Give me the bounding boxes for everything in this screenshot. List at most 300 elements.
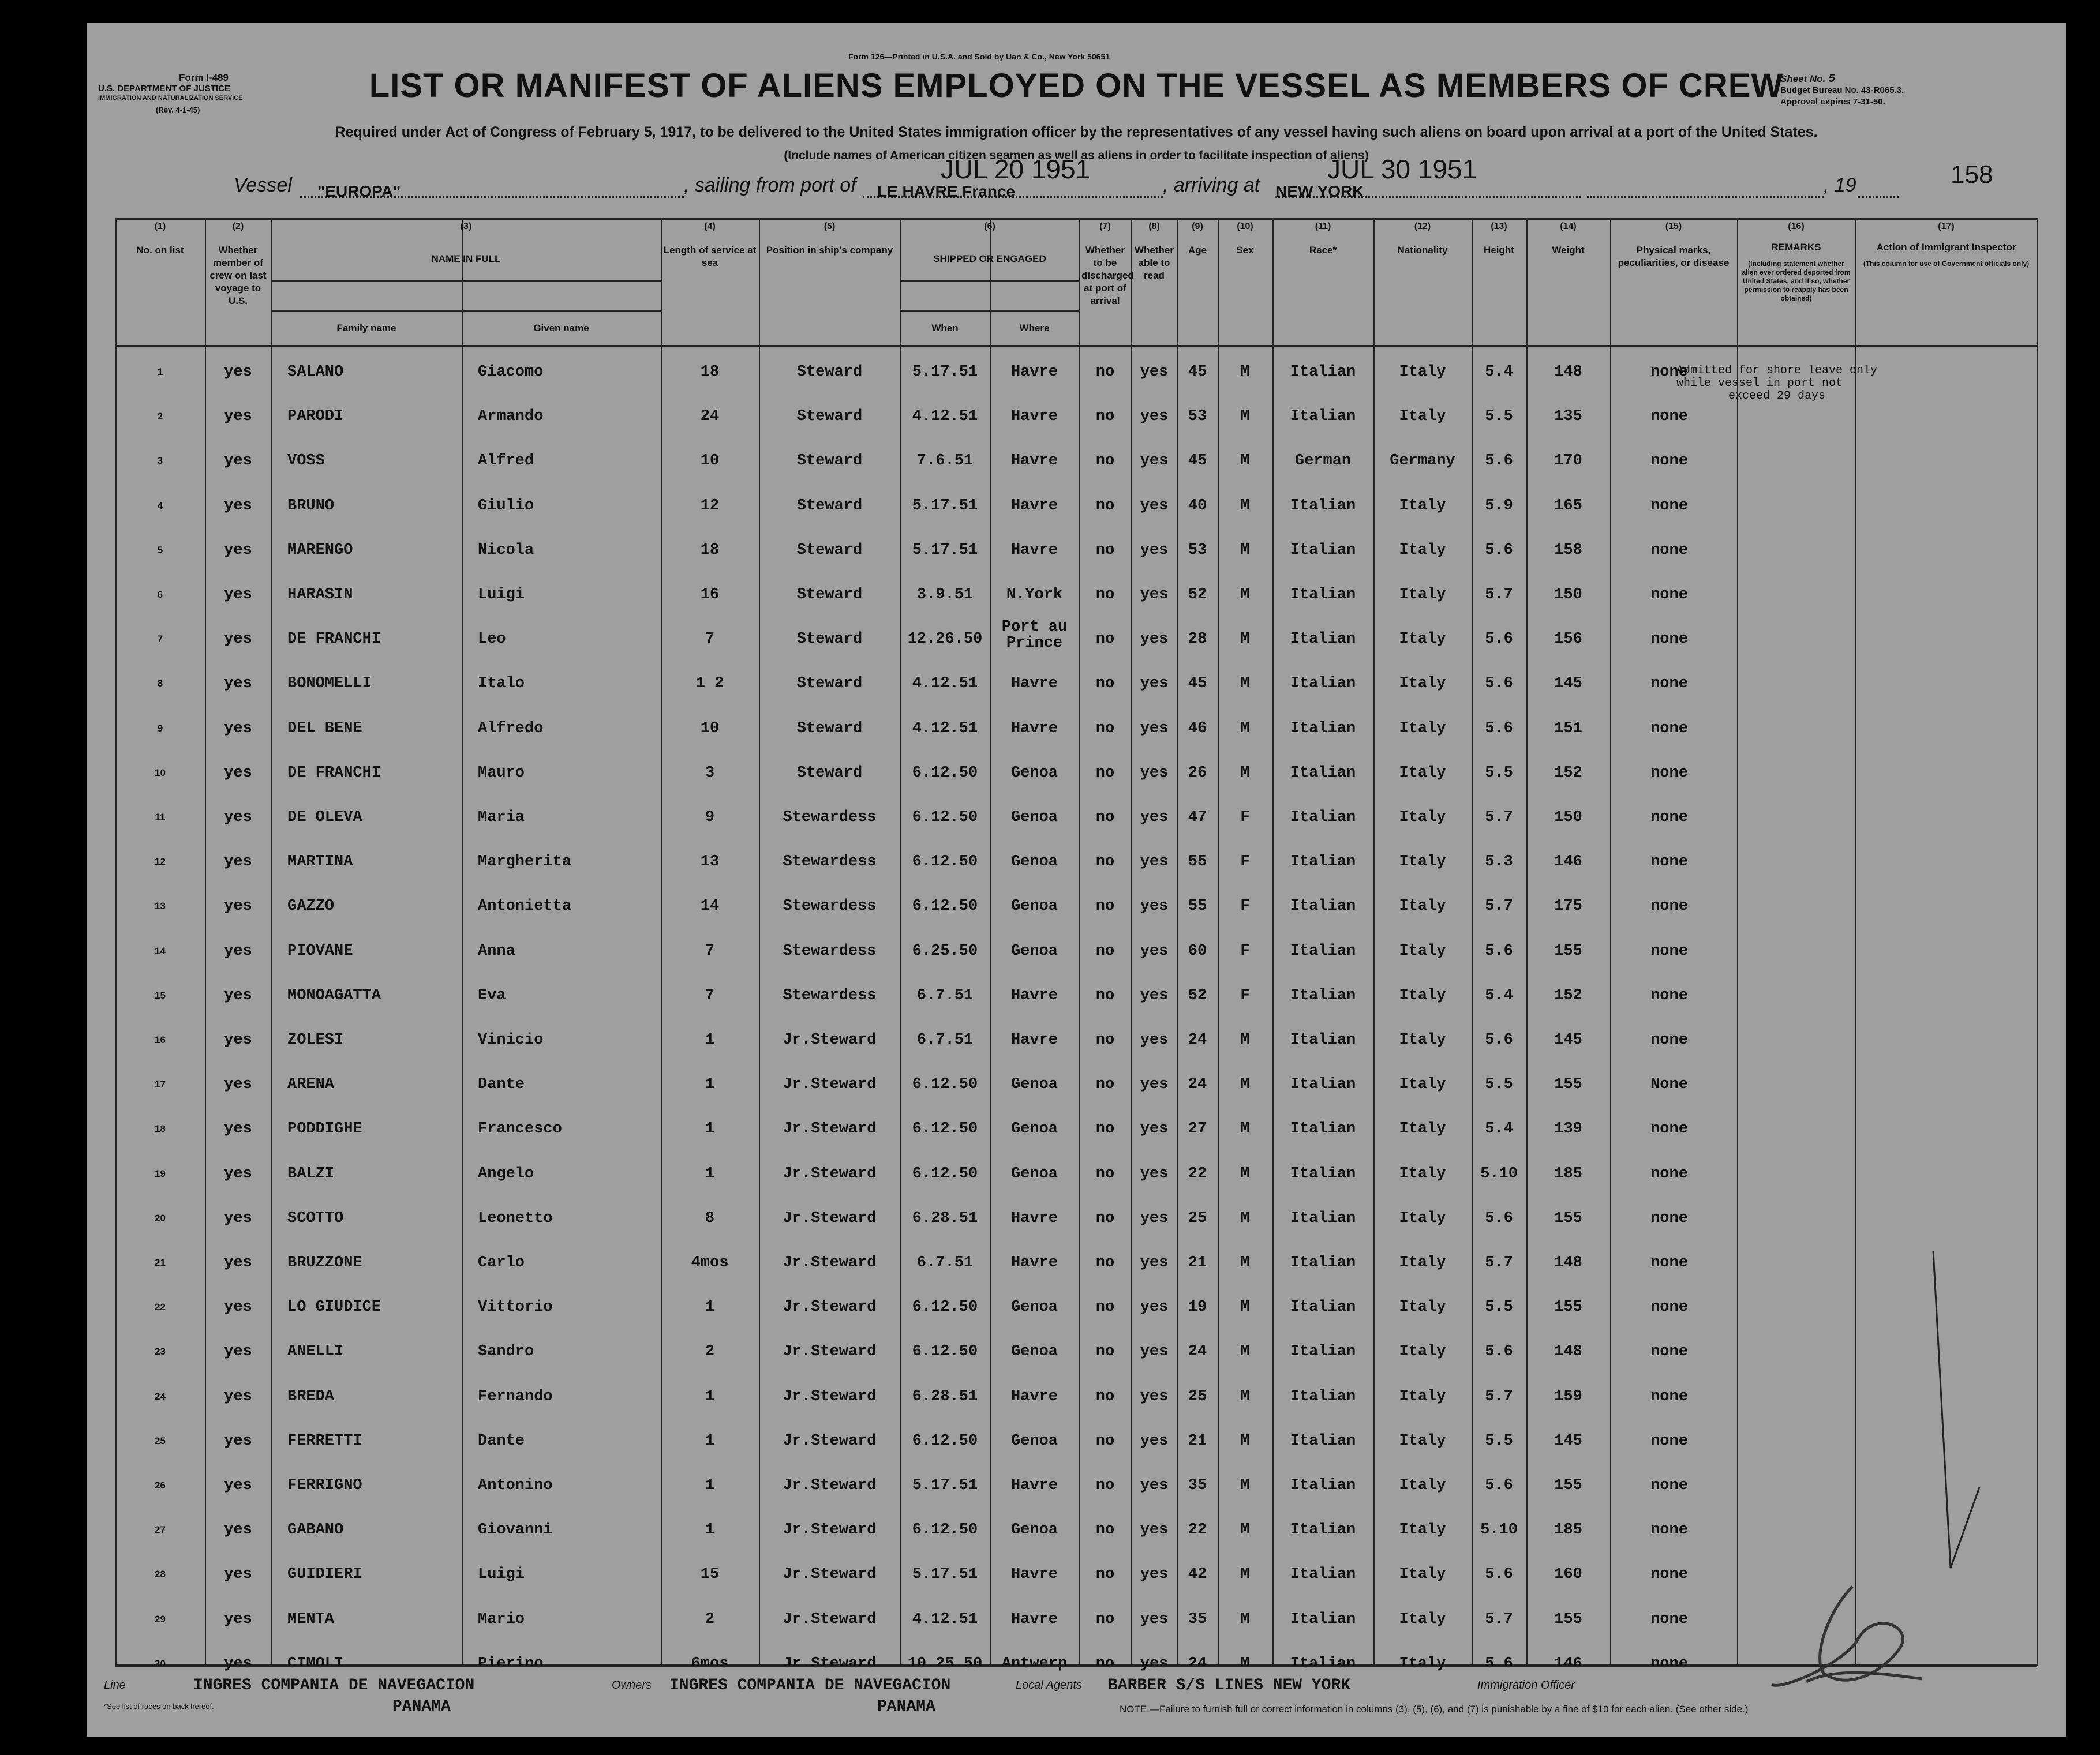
- cell-weight: 155: [1554, 1477, 1582, 1494]
- cell-shipped-where: Havre: [1010, 1209, 1058, 1227]
- crew-table: [115, 218, 2037, 1672]
- cell-position: Stewardess: [783, 809, 877, 826]
- sheet-no-value: 5: [1828, 73, 1836, 86]
- cell-discharge: no: [1095, 1477, 1115, 1494]
- cell-sex: M: [1240, 1387, 1250, 1405]
- sheet-no-label: Sheet No.: [1780, 73, 1826, 84]
- cell-sex: M: [1240, 1343, 1250, 1361]
- cell-shipped-where: Havre: [1010, 497, 1058, 515]
- cell-weight: 156: [1554, 631, 1582, 648]
- cell-race: Italian: [1290, 809, 1356, 826]
- cell-physical-marks: none: [1650, 1566, 1688, 1584]
- cell-discharge: no: [1095, 1299, 1115, 1317]
- cell-shipped-when: 6.7.51: [916, 987, 974, 1004]
- cell-position: Jr.Steward: [783, 1254, 877, 1272]
- column-header: Action of Immigrant Inspector: [1876, 242, 2016, 253]
- cell-height: 5.6: [1485, 1343, 1513, 1361]
- cell-physical-marks: none: [1650, 1432, 1688, 1450]
- cell-nationality: Italy: [1399, 408, 1446, 426]
- vessel-label: Vessel: [234, 174, 292, 196]
- cell-shipped-when: 6.7.51: [916, 1254, 974, 1272]
- cell-height: 5.6: [1485, 1655, 1513, 1672]
- cell-height: 5.10: [1480, 1521, 1518, 1539]
- cell-physical-marks: none: [1650, 1209, 1688, 1227]
- cell-list-number: 20: [155, 1212, 166, 1224]
- cell-weight: 158: [1554, 541, 1582, 559]
- cell-race: Italian: [1290, 764, 1356, 782]
- cell-able-to-read: yes: [1140, 898, 1169, 916]
- cell-shipped-where: Genoa: [1010, 1299, 1058, 1317]
- cell-family-name: SALANO: [287, 363, 344, 381]
- cell-race: German: [1294, 452, 1352, 470]
- cell-nationality: Italy: [1399, 631, 1446, 648]
- cell-service-length: 1: [705, 1165, 715, 1183]
- cell-shipped-where: Genoa: [1010, 809, 1058, 826]
- cell-discharge: no: [1095, 1254, 1115, 1272]
- cell-shipped-when: 6.12.50: [912, 898, 978, 916]
- cell-crew-member: yes: [224, 1299, 252, 1317]
- cell-able-to-read: yes: [1140, 1209, 1169, 1227]
- cell-given-name: Pierino: [478, 1655, 544, 1672]
- cell-able-to-read: yes: [1140, 1387, 1169, 1405]
- cell-shipped-when: 4.12.51: [912, 408, 978, 426]
- cell-position: Jr.Steward: [783, 1120, 877, 1138]
- cell-able-to-read: yes: [1140, 497, 1169, 515]
- remarks-line-1: Admitted for shore leave only: [1676, 364, 1878, 377]
- cell-discharge: no: [1095, 1165, 1115, 1183]
- cell-crew-member: yes: [224, 452, 252, 470]
- cell-discharge: no: [1095, 1076, 1115, 1094]
- table-row: [115, 1240, 2037, 1285]
- manifest-sheet: [87, 23, 2066, 1737]
- cell-able-to-read: yes: [1140, 1655, 1169, 1672]
- cell-given-name: Leonetto: [478, 1209, 553, 1227]
- cell-physical-marks: none: [1650, 363, 1688, 381]
- sailing-label: , sailing from port of: [684, 174, 856, 196]
- cell-position: Jr.Steward: [783, 1566, 877, 1584]
- cell-sex: F: [1240, 853, 1250, 871]
- cell-shipped-when: 6.12.50: [912, 1521, 978, 1539]
- cell-race: Italian: [1290, 1254, 1356, 1272]
- cell-age: 60: [1188, 942, 1207, 960]
- cell-crew-member: yes: [224, 898, 252, 916]
- cell-family-name: MENTA: [287, 1610, 335, 1628]
- cell-race: Italian: [1290, 853, 1356, 871]
- approval-expires: Approval expires 7-31-50.: [1780, 97, 1885, 107]
- cell-able-to-read: yes: [1140, 809, 1169, 826]
- cell-shipped-when: 4.12.51: [912, 675, 978, 693]
- cell-physical-marks: none: [1650, 586, 1688, 603]
- cell-physical-marks: none: [1650, 1610, 1688, 1628]
- race-note: *See list of races on back hereof.: [104, 1702, 214, 1711]
- cell-race: Italian: [1290, 1521, 1356, 1539]
- manifest-footer: [104, 1666, 2037, 1735]
- cell-family-name: GAZZO: [287, 898, 335, 916]
- table-row: [115, 1152, 2037, 1197]
- cell-weight: 146: [1554, 853, 1582, 871]
- cell-sex: M: [1240, 1165, 1250, 1183]
- cell-crew-member: yes: [224, 408, 252, 426]
- cell-physical-marks: none: [1650, 987, 1688, 1004]
- cell-weight: 155: [1554, 1299, 1582, 1317]
- cell-nationality: Italy: [1399, 1254, 1446, 1272]
- cell-age: 25: [1188, 1387, 1207, 1405]
- cell-physical-marks: None: [1650, 1076, 1688, 1094]
- column-header: Weight: [1552, 245, 1585, 256]
- cell-family-name: BRUZZONE: [287, 1254, 362, 1272]
- cell-service-length: 16: [700, 586, 720, 603]
- cell-height: 5.7: [1485, 1254, 1513, 1272]
- cell-given-name: Giacomo: [478, 363, 544, 381]
- cell-weight: 135: [1554, 408, 1582, 426]
- cell-crew-member: yes: [224, 1387, 252, 1405]
- subheader-rule: [900, 280, 1079, 282]
- cell-nationality: Italy: [1399, 1299, 1446, 1317]
- cell-given-name: Fernando: [478, 1387, 553, 1405]
- cell-race: Italian: [1290, 586, 1356, 603]
- subheader-rule: [271, 310, 661, 312]
- cell-weight: 150: [1554, 809, 1582, 826]
- cell-race: Italian: [1290, 1387, 1356, 1405]
- cell-shipped-when: 5.17.51: [912, 497, 978, 515]
- cell-list-number: 26: [155, 1480, 166, 1491]
- cell-family-name: DE FRANCHI: [287, 631, 381, 648]
- cell-crew-member: yes: [224, 853, 252, 871]
- cell-list-number: 14: [155, 945, 166, 957]
- cell-weight: 165: [1554, 497, 1582, 515]
- cell-given-name: Antonietta: [478, 898, 572, 916]
- cell-crew-member: yes: [224, 1165, 252, 1183]
- table-row: [115, 1329, 2037, 1374]
- cell-weight: 155: [1554, 942, 1582, 960]
- cell-service-length: 7: [705, 942, 715, 960]
- column-header: Whether member of crew on last voyage to U.S.: [209, 245, 267, 306]
- vessel-name: "EUROPA": [317, 182, 401, 200]
- cell-race: Italian: [1290, 1032, 1356, 1049]
- cell-shipped-when: 6.12.50: [912, 1165, 978, 1183]
- cell-discharge: no: [1095, 764, 1115, 782]
- cell-able-to-read: yes: [1140, 452, 1169, 470]
- cell-physical-marks: none: [1650, 1343, 1688, 1361]
- cell-sex: M: [1240, 497, 1250, 515]
- cell-position: Steward: [796, 764, 863, 782]
- table-row: [115, 1062, 2037, 1107]
- remarks-line-2: while vessel in port not: [1676, 377, 1843, 390]
- cell-nationality: Italy: [1399, 1032, 1446, 1049]
- cell-crew-member: yes: [224, 1120, 252, 1138]
- cell-family-name: VOSS: [287, 452, 325, 470]
- sailing-port: LE HAVRE France: [877, 182, 1016, 200]
- cell-shipped-where: Genoa: [1010, 1432, 1058, 1450]
- cell-service-length: 1: [705, 1299, 715, 1317]
- cell-crew-member: yes: [224, 942, 252, 960]
- cell-list-number: 1: [157, 366, 163, 377]
- cell-sex: M: [1240, 1120, 1250, 1138]
- cell-shipped-when: 4.12.51: [912, 1610, 978, 1628]
- cell-crew-member: yes: [224, 1032, 252, 1049]
- cell-family-name: GABANO: [287, 1521, 344, 1539]
- cell-able-to-read: yes: [1140, 987, 1169, 1004]
- cell-shipped-where: N.York: [1006, 586, 1063, 603]
- cell-family-name: DE OLEVA: [287, 809, 362, 826]
- cell-height: 5.6: [1485, 1032, 1513, 1049]
- cell-height: 5.5: [1485, 1076, 1513, 1094]
- cell-physical-marks: none: [1650, 675, 1688, 693]
- cell-sex: M: [1240, 452, 1250, 470]
- cell-position: Jr.Steward: [783, 1165, 877, 1183]
- cell-service-length: 18: [700, 363, 720, 381]
- cell-sex: M: [1240, 586, 1250, 603]
- cell-race: Italian: [1290, 408, 1356, 426]
- cell-sex: M: [1240, 1254, 1250, 1272]
- cell-shipped-where: Genoa: [1010, 1076, 1058, 1094]
- cell-nationality: Italy: [1399, 853, 1446, 871]
- cell-list-number: 16: [155, 1034, 166, 1045]
- cell-family-name: BALZI: [287, 1165, 335, 1183]
- cell-service-length: 4mos: [691, 1254, 729, 1272]
- cell-age: 53: [1188, 408, 1207, 426]
- cell-discharge: no: [1095, 987, 1115, 1004]
- cell-position: Steward: [796, 497, 863, 515]
- cell-able-to-read: yes: [1140, 1432, 1169, 1450]
- cell-weight: 152: [1554, 764, 1582, 782]
- column-number: (13): [1491, 222, 1507, 231]
- cell-age: 35: [1188, 1610, 1207, 1628]
- cell-shipped-where: Genoa: [1010, 1343, 1058, 1361]
- cell-shipped-where: Genoa: [1010, 1165, 1058, 1183]
- cell-list-number: 6: [157, 589, 163, 600]
- cell-weight: 159: [1554, 1387, 1582, 1405]
- cell-sex: M: [1240, 1566, 1250, 1584]
- cell-age: 45: [1188, 675, 1207, 693]
- owners-label: Owners: [612, 1679, 652, 1692]
- cell-nationality: Italy: [1399, 719, 1446, 737]
- table-row: [115, 1507, 2037, 1552]
- cell-discharge: no: [1095, 363, 1115, 381]
- cell-shipped-when: 3.9.51: [916, 586, 974, 603]
- cell-given-name: Mario: [478, 1610, 525, 1628]
- cell-crew-member: yes: [224, 363, 252, 381]
- cell-service-length: 1: [705, 1076, 715, 1094]
- cell-discharge: no: [1095, 1432, 1115, 1450]
- cell-discharge: no: [1095, 1387, 1115, 1405]
- cell-shipped-when: 5.17.51: [912, 541, 978, 559]
- cell-position: Jr.Steward: [783, 1610, 877, 1628]
- cell-service-length: 13: [700, 853, 720, 871]
- cell-shipped-where: Havre: [1010, 541, 1058, 559]
- cell-able-to-read: yes: [1140, 1521, 1169, 1539]
- cell-nationality: Germany: [1390, 452, 1455, 470]
- cell-height: 5.7: [1485, 1387, 1513, 1405]
- cell-discharge: no: [1095, 675, 1115, 693]
- cell-weight: 160: [1554, 1566, 1582, 1584]
- cell-sex: M: [1240, 541, 1250, 559]
- cell-shipped-when: 6.12.50: [912, 1432, 978, 1450]
- cell-crew-member: yes: [224, 1076, 252, 1094]
- cell-list-number: 17: [155, 1079, 166, 1090]
- arriving-label: , arriving at: [1163, 174, 1260, 196]
- table-top-rule: [115, 218, 2037, 220]
- cell-sex: M: [1240, 363, 1250, 381]
- cell-height: 5.7: [1485, 586, 1513, 603]
- column-header: Whether to be discharged at port of arrival: [1081, 245, 1134, 306]
- cell-given-name: Dante: [478, 1076, 525, 1094]
- cell-shipped-when: 6.12.50: [912, 1343, 978, 1361]
- cell-race: Italian: [1290, 987, 1356, 1004]
- year-label: , 19: [1824, 174, 1856, 196]
- table-row: [115, 1419, 2037, 1464]
- cell-shipped-where: Genoa: [1010, 764, 1058, 782]
- cell-shipped-when: 7.6.51: [916, 452, 974, 470]
- cell-service-length: 2: [705, 1610, 715, 1628]
- cell-height: 5.5: [1485, 1299, 1513, 1317]
- cell-family-name: BREDA: [287, 1387, 335, 1405]
- cell-nationality: Italy: [1399, 541, 1446, 559]
- cell-crew-member: yes: [224, 631, 252, 648]
- cell-shipped-where: Havre: [1010, 452, 1058, 470]
- cell-sex: F: [1240, 942, 1250, 960]
- cell-age: 52: [1188, 586, 1207, 603]
- cell-physical-marks: none: [1650, 1655, 1688, 1672]
- cell-shipped-when: 6.12.50: [912, 1120, 978, 1138]
- cell-height: 5.4: [1485, 363, 1513, 381]
- cell-nationality: Italy: [1399, 898, 1446, 916]
- cell-discharge: no: [1095, 942, 1115, 960]
- budget-bureau: Budget Bureau No. 43-R065.3.: [1780, 85, 1904, 95]
- cell-race: Italian: [1290, 497, 1356, 515]
- table-row: [115, 1018, 2037, 1063]
- owners-value: INGRES COMPANIA DE NAVEGACION: [669, 1677, 951, 1694]
- column-header: SHIPPED OR ENGAGED: [933, 253, 1046, 264]
- table-row: [115, 1463, 2037, 1508]
- cell-service-length: 7: [705, 987, 715, 1004]
- cell-service-length: 1 2: [695, 675, 724, 693]
- cell-crew-member: yes: [224, 809, 252, 826]
- cell-race: Italian: [1290, 898, 1356, 916]
- manifest-title: LIST OR MANIFEST OF ALIENS EMPLOYED ON THE VESSEL AS MEMBERS OF CREW: [369, 67, 1784, 104]
- cell-discharge: no: [1095, 853, 1115, 871]
- cell-weight: 155: [1554, 1076, 1582, 1094]
- cell-shipped-when: 6.12.50: [912, 764, 978, 782]
- cell-physical-marks: none: [1650, 942, 1688, 960]
- footer-rule: [115, 1666, 2037, 1667]
- cell-given-name: Leo: [478, 631, 506, 648]
- cell-sex: M: [1240, 1521, 1250, 1539]
- cell-crew-member: yes: [224, 497, 252, 515]
- subheader-rule: [271, 280, 661, 282]
- cell-family-name: DEL BENE: [287, 719, 362, 737]
- form-department: U.S. DEPARTMENT OF JUSTICE: [98, 84, 230, 93]
- cell-able-to-read: yes: [1140, 408, 1169, 426]
- cell-sex: M: [1240, 1209, 1250, 1227]
- cell-shipped-when: 6.25.50: [912, 942, 978, 960]
- sailing-date-stamp: JUL 20 1951: [941, 154, 1091, 184]
- agents-value: BARBER S/S LINES NEW YORK: [1108, 1677, 1351, 1694]
- cell-crew-member: yes: [224, 1432, 252, 1450]
- cell-shipped-when: 6.28.51: [912, 1209, 978, 1227]
- cell-position: Steward: [796, 631, 863, 648]
- cell-weight: 185: [1554, 1165, 1582, 1183]
- inspector-mark: [1893, 1245, 2008, 1603]
- cell-race: Italian: [1290, 1477, 1356, 1494]
- table-row: [115, 973, 2037, 1018]
- cell-family-name: ANELLI: [287, 1343, 344, 1361]
- cell-list-number: 7: [157, 633, 163, 645]
- cell-list-number: 24: [155, 1390, 166, 1402]
- cell-family-name: BONOMELLI: [287, 675, 372, 693]
- cell-able-to-read: yes: [1140, 363, 1169, 381]
- cell-age: 45: [1188, 363, 1207, 381]
- cell-given-name: Vittorio: [478, 1299, 553, 1317]
- cell-sex: M: [1240, 408, 1250, 426]
- cell-height: 5.6: [1485, 719, 1513, 737]
- cell-discharge: no: [1095, 586, 1115, 603]
- table-row: [115, 751, 2037, 796]
- cell-shipped-where: Havre: [1010, 363, 1058, 381]
- cell-shipped-where: Havre: [1010, 1032, 1058, 1049]
- cell-position: Jr.Steward: [783, 1032, 877, 1049]
- cell-able-to-read: yes: [1140, 1120, 1169, 1138]
- column-number: (2): [232, 222, 244, 231]
- cell-position: Stewardess: [783, 853, 877, 871]
- table-row: [115, 1552, 2037, 1597]
- cell-shipped-when: 5.17.51: [912, 1566, 978, 1584]
- cell-race: Italian: [1290, 541, 1356, 559]
- cell-position: Jr.Steward: [783, 1477, 877, 1494]
- cell-age: 21: [1188, 1432, 1207, 1450]
- cell-race: Italian: [1290, 1610, 1356, 1628]
- cell-list-number: 10: [155, 767, 166, 778]
- cell-nationality: Italy: [1399, 1209, 1446, 1227]
- subheader-rule: [900, 310, 1079, 312]
- cell-nationality: Italy: [1399, 1477, 1446, 1494]
- cell-nationality: Italy: [1399, 1610, 1446, 1628]
- table-row: [115, 1196, 2037, 1241]
- cell-race: Italian: [1290, 1120, 1356, 1138]
- page-number: 158: [1951, 160, 1993, 189]
- cell-discharge: no: [1095, 1566, 1115, 1584]
- cell-shipped-when: 4.12.51: [912, 719, 978, 737]
- cell-height: 5.7: [1485, 1610, 1513, 1628]
- cell-nationality: Italy: [1399, 1076, 1446, 1094]
- cell-shipped-where: Havre: [1010, 408, 1058, 426]
- cell-able-to-read: yes: [1140, 1299, 1169, 1317]
- cell-shipped-where: Havre: [1010, 1477, 1058, 1494]
- cell-position: Jr.Steward: [783, 1432, 877, 1450]
- cell-list-number: 23: [155, 1346, 166, 1357]
- cell-age: 45: [1188, 452, 1207, 470]
- cell-age: 26: [1188, 764, 1207, 782]
- cell-discharge: no: [1095, 898, 1115, 916]
- cell-height: 5.6: [1485, 1566, 1513, 1584]
- cell-weight: 148: [1554, 363, 1582, 381]
- cell-height: 5.5: [1485, 408, 1513, 426]
- cell-physical-marks: none: [1650, 1254, 1688, 1272]
- cell-physical-marks: none: [1650, 408, 1688, 426]
- cell-height: 5.3: [1485, 853, 1513, 871]
- cell-given-name: Anna: [478, 942, 515, 960]
- cell-position: Jr.Steward: [783, 1299, 877, 1317]
- cell-height: 5.4: [1485, 1120, 1513, 1138]
- cell-position: Steward: [796, 363, 863, 381]
- cell-service-length: 1: [705, 1120, 715, 1138]
- cell-weight: 150: [1554, 586, 1582, 603]
- cell-race: Italian: [1290, 1165, 1356, 1183]
- column-number: (15): [1665, 222, 1682, 231]
- cell-able-to-read: yes: [1140, 942, 1169, 960]
- cell-height: 5.7: [1485, 898, 1513, 916]
- cell-crew-member: yes: [224, 1655, 252, 1672]
